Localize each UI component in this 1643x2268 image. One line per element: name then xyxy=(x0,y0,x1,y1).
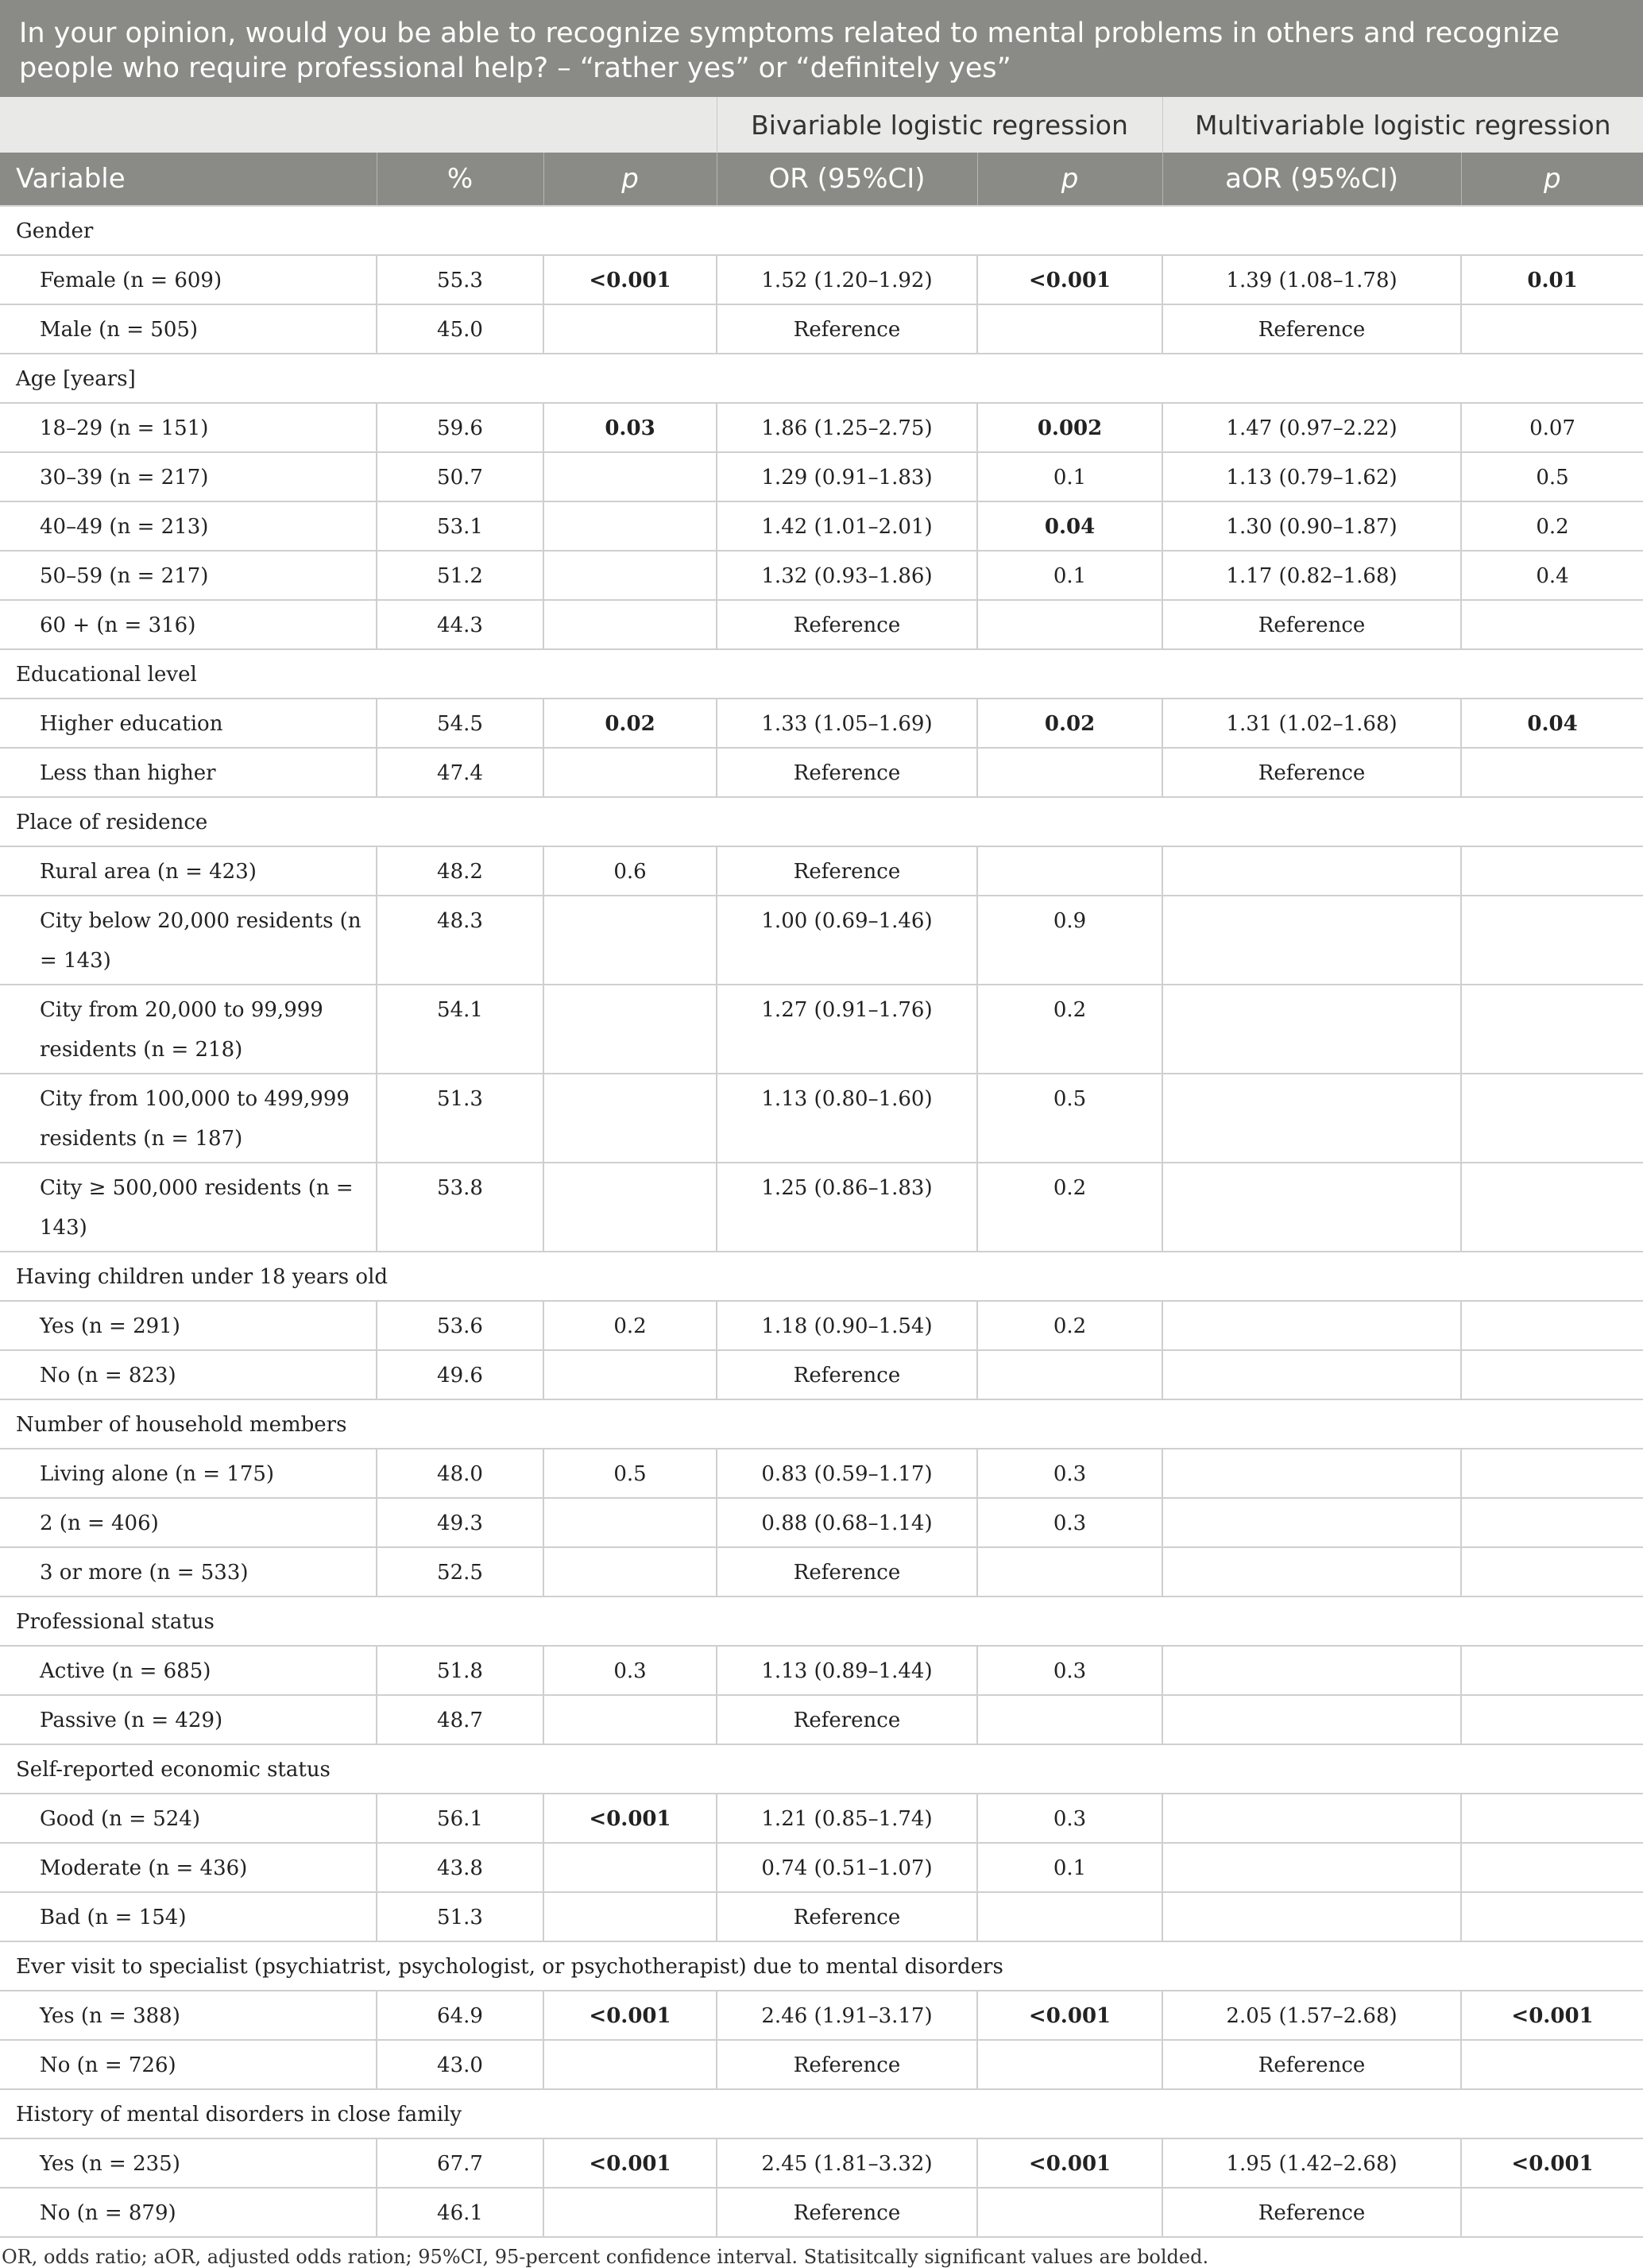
cell-or-p xyxy=(977,255,1162,304)
cell-or-p: 0.1 xyxy=(977,551,1162,600)
cell-aor xyxy=(1162,1498,1461,1547)
cell-or-p: 0.2 xyxy=(977,1163,1162,1252)
cell-or-p xyxy=(977,846,1162,896)
cell-p xyxy=(543,403,717,452)
cell-aor xyxy=(1162,896,1461,985)
table-row xyxy=(0,600,1643,649)
cell-aor-p xyxy=(1461,1892,1643,1941)
group-header-blank xyxy=(0,97,717,153)
section-label: Having children under 18 years old xyxy=(0,1252,1643,1301)
cell-percent: 48.0 xyxy=(377,1449,543,1498)
cell-p-value: 0.03 xyxy=(605,416,655,440)
cell-or-p: 0.2 xyxy=(977,985,1162,1074)
cell-aor xyxy=(1162,846,1461,896)
cell-or: 2.46 (1.91–3.17) xyxy=(717,1991,977,2040)
cell-aor: 1.17 (0.82–1.68) xyxy=(1162,551,1461,600)
cell-or-p xyxy=(977,1892,1162,1941)
cell-or: Reference xyxy=(717,1892,977,1941)
table-row xyxy=(0,403,1643,452)
table-row xyxy=(0,985,1643,1074)
cell-aor-p-value: <0.001 xyxy=(1511,2004,1594,2028)
cell-or-p xyxy=(977,699,1162,748)
cell-or-p xyxy=(977,1695,1162,1744)
cell-or: Reference xyxy=(717,1695,977,1744)
cell-or: 1.13 (0.80–1.60) xyxy=(717,1074,977,1163)
cell-aor-p: 0.07 xyxy=(1461,403,1643,452)
cell-variable: Good (n = 524) xyxy=(0,1794,377,1843)
cell-or-p: 0.5 xyxy=(977,1074,1162,1163)
section-label: Educational level xyxy=(0,649,1643,699)
cell-or: Reference xyxy=(717,2188,977,2237)
table-row xyxy=(0,1301,1643,1350)
cell-aor xyxy=(1162,1695,1461,1744)
table-row xyxy=(0,501,1643,551)
cell-percent: 46.1 xyxy=(377,2188,543,2237)
cell-aor-p-value: 0.04 xyxy=(1527,712,1578,736)
cell-p xyxy=(543,2188,717,2237)
cell-percent: 53.1 xyxy=(377,501,543,551)
table-row xyxy=(0,748,1643,797)
cell-or-p: 0.2 xyxy=(977,1301,1162,1350)
cell-aor-p xyxy=(1461,1843,1643,1892)
cell-or-p xyxy=(977,600,1162,649)
cell-p xyxy=(543,255,717,304)
cell-percent: 51.3 xyxy=(377,1074,543,1163)
cell-aor: 1.47 (0.97–2.22) xyxy=(1162,403,1461,452)
cell-aor-p xyxy=(1461,748,1643,797)
cell-aor: Reference xyxy=(1162,2188,1461,2237)
cell-aor xyxy=(1162,1301,1461,1350)
table-row xyxy=(0,846,1643,896)
cell-aor: 1.13 (0.79–1.62) xyxy=(1162,452,1461,501)
cell-or-p xyxy=(977,2188,1162,2237)
cell-or: Reference xyxy=(717,748,977,797)
table-row xyxy=(0,1547,1643,1597)
cell-aor: Reference xyxy=(1162,748,1461,797)
cell-or-p-value: 0.04 xyxy=(1044,515,1096,539)
cell-or-p-value: <0.001 xyxy=(1028,269,1111,292)
table-row xyxy=(0,2188,1643,2237)
cell-p: 0.6 xyxy=(543,846,717,896)
section-label: Place of residence xyxy=(0,797,1643,846)
cell-variable: Bad (n = 154) xyxy=(0,1892,377,1941)
cell-p xyxy=(543,1350,717,1399)
column-header-or-p: p xyxy=(977,153,1162,206)
section-row xyxy=(0,2089,1643,2138)
group-header-multivariable: Multivariable logistic regression xyxy=(1162,97,1643,153)
cell-aor xyxy=(1162,1547,1461,1597)
cell-p xyxy=(543,1163,717,1252)
cell-variable: 40–49 (n = 213) xyxy=(0,501,377,551)
section-row xyxy=(0,1252,1643,1301)
cell-or: Reference xyxy=(717,1547,977,1597)
cell-or-p: 0.3 xyxy=(977,1646,1162,1695)
cell-aor-p xyxy=(1461,1498,1643,1547)
cell-variable: Rural area (n = 423) xyxy=(0,846,377,896)
cell-aor-p xyxy=(1461,846,1643,896)
cell-p-value: <0.001 xyxy=(589,2004,671,2028)
cell-aor: Reference xyxy=(1162,600,1461,649)
cell-p xyxy=(543,600,717,649)
cell-percent: 51.3 xyxy=(377,1892,543,1941)
cell-aor-p xyxy=(1461,600,1643,649)
cell-p xyxy=(543,304,717,354)
cell-variable: City ≥ 500,000 residents (n = 143) xyxy=(0,1163,377,1252)
cell-variable: Yes (n = 291) xyxy=(0,1301,377,1350)
cell-or: 1.86 (1.25–2.75) xyxy=(717,403,977,452)
section-label: History of mental disorders in close family xyxy=(0,2089,1643,2138)
cell-p-value: <0.001 xyxy=(589,1807,671,1831)
section-row xyxy=(0,1597,1643,1646)
cell-aor-p xyxy=(1461,2188,1643,2237)
cell-or-p-value: <0.001 xyxy=(1028,2152,1111,2176)
cell-percent: 55.3 xyxy=(377,255,543,304)
cell-aor: Reference xyxy=(1162,304,1461,354)
cell-aor-p xyxy=(1461,1695,1643,1744)
cell-p xyxy=(543,1843,717,1892)
cell-variable: No (n = 823) xyxy=(0,1350,377,1399)
cell-variable: City from 100,000 to 499,999 residents (n = 187) xyxy=(0,1074,377,1163)
cell-percent: 53.6 xyxy=(377,1301,543,1350)
section-label: Number of household members xyxy=(0,1399,1643,1449)
cell-aor: 2.05 (1.57–2.68) xyxy=(1162,1991,1461,2040)
cell-aor-p xyxy=(1461,1350,1643,1399)
cell-aor: 1.30 (0.90–1.87) xyxy=(1162,501,1461,551)
cell-percent: 53.8 xyxy=(377,1163,543,1252)
cell-percent: 56.1 xyxy=(377,1794,543,1843)
cell-aor-p xyxy=(1461,1301,1643,1350)
cell-p xyxy=(543,699,717,748)
cell-variable: 3 or more (n = 533) xyxy=(0,1547,377,1597)
cell-or-p xyxy=(977,304,1162,354)
cell-aor-p: 0.4 xyxy=(1461,551,1643,600)
cell-aor-p: 0.2 xyxy=(1461,501,1643,551)
section-label: Ever visit to specialist (psychiatrist, psychologist, or psychotherapist) due to mental disorders xyxy=(0,1941,1643,1991)
table-footnote: OR, odds ratio; aOR, adjusted odds ration; 95%CI, 95-percent confidence interval. Statisitcally significant values are bolded. xyxy=(2,2246,1209,2268)
cell-aor-p xyxy=(1461,699,1643,748)
cell-percent: 54.5 xyxy=(377,699,543,748)
group-header-bivariable: Bivariable logistic regression xyxy=(717,97,1162,153)
results-table xyxy=(0,97,1643,2238)
cell-aor-p xyxy=(1461,985,1643,1074)
cell-percent: 52.5 xyxy=(377,1547,543,1597)
table-row xyxy=(0,1074,1643,1163)
section-row xyxy=(0,797,1643,846)
column-header-aor-p: p xyxy=(1461,153,1643,206)
cell-percent: 45.0 xyxy=(377,304,543,354)
section-label: Professional status xyxy=(0,1597,1643,1646)
section-row xyxy=(0,649,1643,699)
cell-p xyxy=(543,452,717,501)
cell-aor xyxy=(1162,1843,1461,1892)
cell-variable: City below 20,000 residents (n = 143) xyxy=(0,896,377,985)
cell-or: 1.18 (0.90–1.54) xyxy=(717,1301,977,1350)
cell-or: 1.27 (0.91–1.76) xyxy=(717,985,977,1074)
cell-p xyxy=(543,1892,717,1941)
cell-aor-p xyxy=(1461,1646,1643,1695)
table-row xyxy=(0,699,1643,748)
cell-percent: 43.8 xyxy=(377,1843,543,1892)
cell-variable: Yes (n = 235) xyxy=(0,2138,377,2188)
cell-variable: Male (n = 505) xyxy=(0,304,377,354)
table-title: In your opinion, would you be able to recognize symptoms related to mental problems in others and recognize people who require professional help? – “rather yes” or “definitely yes” xyxy=(0,0,1643,97)
cell-or: 1.52 (1.20–1.92) xyxy=(717,255,977,304)
table-row xyxy=(0,1449,1643,1498)
table-row xyxy=(0,452,1643,501)
cell-or-p-value: 0.002 xyxy=(1037,416,1103,440)
cell-percent: 48.2 xyxy=(377,846,543,896)
cell-aor: 1.95 (1.42–2.68) xyxy=(1162,2138,1461,2188)
table-body xyxy=(0,206,1643,2237)
table-row xyxy=(0,1646,1643,1695)
cell-variable: 30–39 (n = 217) xyxy=(0,452,377,501)
cell-variable: Higher education xyxy=(0,699,377,748)
table-row xyxy=(0,1163,1643,1252)
cell-aor xyxy=(1162,1163,1461,1252)
cell-aor: Reference xyxy=(1162,2040,1461,2089)
table-row xyxy=(0,1991,1643,2040)
cell-or-p xyxy=(977,1547,1162,1597)
cell-p: 0.3 xyxy=(543,1646,717,1695)
cell-p xyxy=(543,551,717,600)
cell-p xyxy=(543,1547,717,1597)
cell-or-p xyxy=(977,2040,1162,2089)
cell-p: 0.2 xyxy=(543,1301,717,1350)
cell-or: Reference xyxy=(717,1350,977,1399)
table-row xyxy=(0,896,1643,985)
cell-variable: Less than higher xyxy=(0,748,377,797)
cell-p-value: <0.001 xyxy=(589,2152,671,2176)
cell-or: 1.33 (1.05–1.69) xyxy=(717,699,977,748)
cell-or: 1.25 (0.86–1.83) xyxy=(717,1163,977,1252)
column-header-aor: aOR (95%CI) xyxy=(1162,153,1461,206)
cell-percent: 51.2 xyxy=(377,551,543,600)
cell-p xyxy=(543,1794,717,1843)
cell-p xyxy=(543,896,717,985)
table-row xyxy=(0,551,1643,600)
group-header-row xyxy=(0,97,1643,153)
cell-or: 0.88 (0.68–1.14) xyxy=(717,1498,977,1547)
cell-variable: 18–29 (n = 151) xyxy=(0,403,377,452)
cell-percent: 51.8 xyxy=(377,1646,543,1695)
cell-percent: 47.4 xyxy=(377,748,543,797)
cell-p xyxy=(543,748,717,797)
column-header-or: OR (95%CI) xyxy=(717,153,977,206)
table-row xyxy=(0,1350,1643,1399)
cell-or: 0.74 (0.51–1.07) xyxy=(717,1843,977,1892)
table-row xyxy=(0,1794,1643,1843)
cell-percent: 49.6 xyxy=(377,1350,543,1399)
cell-variable: Female (n = 609) xyxy=(0,255,377,304)
cell-variable: Yes (n = 388) xyxy=(0,1991,377,2040)
cell-aor-p-value: <0.001 xyxy=(1511,2152,1594,2176)
cell-or-p xyxy=(977,748,1162,797)
cell-aor-p xyxy=(1461,255,1643,304)
cell-variable: No (n = 879) xyxy=(0,2188,377,2237)
cell-or: 1.21 (0.85–1.74) xyxy=(717,1794,977,1843)
table-row xyxy=(0,2040,1643,2089)
cell-or: 1.00 (0.69–1.46) xyxy=(717,896,977,985)
cell-p xyxy=(543,1991,717,2040)
cell-or-p xyxy=(977,1991,1162,2040)
cell-variable: City from 20,000 to 99,999 residents (n = 218) xyxy=(0,985,377,1074)
table-row xyxy=(0,255,1643,304)
cell-aor xyxy=(1162,1892,1461,1941)
cell-aor xyxy=(1162,1449,1461,1498)
cell-aor: 1.31 (1.02–1.68) xyxy=(1162,699,1461,748)
table-row xyxy=(0,2138,1643,2188)
table-row xyxy=(0,1843,1643,1892)
column-header-row xyxy=(0,153,1643,206)
section-row xyxy=(0,354,1643,403)
cell-p-value: <0.001 xyxy=(589,269,671,292)
cell-percent: 67.7 xyxy=(377,2138,543,2188)
cell-p xyxy=(543,501,717,551)
cell-percent: 59.6 xyxy=(377,403,543,452)
cell-or-p xyxy=(977,403,1162,452)
cell-variable: Passive (n = 429) xyxy=(0,1695,377,1744)
cell-or-p-value: <0.001 xyxy=(1028,2004,1111,2028)
cell-or-p xyxy=(977,501,1162,551)
cell-or: 0.83 (0.59–1.17) xyxy=(717,1449,977,1498)
cell-aor-p xyxy=(1461,1547,1643,1597)
cell-p xyxy=(543,985,717,1074)
table-row xyxy=(0,1695,1643,1744)
table-row xyxy=(0,1892,1643,1941)
section-label: Self-reported economic status xyxy=(0,1744,1643,1794)
cell-percent: 48.3 xyxy=(377,896,543,985)
column-header-p: p xyxy=(543,153,717,206)
cell-or-p: 0.3 xyxy=(977,1794,1162,1843)
cell-or: Reference xyxy=(717,846,977,896)
section-row xyxy=(0,1399,1643,1449)
cell-aor-p xyxy=(1461,1074,1643,1163)
cell-aor-p xyxy=(1461,2138,1643,2188)
cell-p xyxy=(543,1695,717,1744)
cell-or-p-value: 0.02 xyxy=(1044,712,1096,736)
cell-percent: 50.7 xyxy=(377,452,543,501)
cell-or: Reference xyxy=(717,2040,977,2089)
cell-or-p: 0.9 xyxy=(977,896,1162,985)
cell-or: 2.45 (1.81–3.32) xyxy=(717,2138,977,2188)
cell-percent: 54.1 xyxy=(377,985,543,1074)
cell-aor xyxy=(1162,1074,1461,1163)
cell-or: Reference xyxy=(717,600,977,649)
cell-aor-p xyxy=(1461,1449,1643,1498)
table-row xyxy=(0,1498,1643,1547)
cell-aor-p xyxy=(1461,896,1643,985)
cell-or-p: 0.3 xyxy=(977,1449,1162,1498)
cell-aor xyxy=(1162,1350,1461,1399)
cell-percent: 64.9 xyxy=(377,1991,543,2040)
cell-aor xyxy=(1162,1794,1461,1843)
cell-aor-p xyxy=(1461,1794,1643,1843)
cell-variable: 2 (n = 406) xyxy=(0,1498,377,1547)
section-row xyxy=(0,1941,1643,1991)
cell-variable: 60 + (n = 316) xyxy=(0,600,377,649)
cell-p: 0.5 xyxy=(543,1449,717,1498)
cell-aor: 1.39 (1.08–1.78) xyxy=(1162,255,1461,304)
column-header-percent: % xyxy=(377,153,543,206)
cell-variable: No (n = 726) xyxy=(0,2040,377,2089)
cell-or-p xyxy=(977,1350,1162,1399)
cell-aor-p-value: 0.01 xyxy=(1527,269,1578,292)
cell-or: 1.13 (0.89–1.44) xyxy=(717,1646,977,1695)
cell-aor-p xyxy=(1461,304,1643,354)
cell-p xyxy=(543,1074,717,1163)
cell-or: 1.32 (0.93–1.86) xyxy=(717,551,977,600)
table-row xyxy=(0,304,1643,354)
cell-p-value: 0.02 xyxy=(605,712,655,736)
cell-percent: 43.0 xyxy=(377,2040,543,2089)
cell-aor-p: 0.5 xyxy=(1461,452,1643,501)
cell-or-p xyxy=(977,2138,1162,2188)
column-header-variable: Variable xyxy=(0,153,377,206)
cell-p xyxy=(543,1498,717,1547)
cell-or-p: 0.1 xyxy=(977,452,1162,501)
cell-aor xyxy=(1162,985,1461,1074)
cell-variable: Moderate (n = 436) xyxy=(0,1843,377,1892)
cell-or: 1.42 (1.01–2.01) xyxy=(717,501,977,551)
cell-p xyxy=(543,2040,717,2089)
cell-aor-p xyxy=(1461,1991,1643,2040)
cell-percent: 48.7 xyxy=(377,1695,543,1744)
cell-percent: 49.3 xyxy=(377,1498,543,1547)
cell-or: Reference xyxy=(717,304,977,354)
cell-aor-p xyxy=(1461,2040,1643,2089)
cell-variable: Active (n = 685) xyxy=(0,1646,377,1695)
section-label: Gender xyxy=(0,206,1643,255)
cell-or-p: 0.1 xyxy=(977,1843,1162,1892)
cell-p xyxy=(543,2138,717,2188)
cell-aor xyxy=(1162,1646,1461,1695)
cell-aor-p xyxy=(1461,1163,1643,1252)
cell-variable: 50–59 (n = 217) xyxy=(0,551,377,600)
section-label: Age [years] xyxy=(0,354,1643,403)
cell-variable: Living alone (n = 175) xyxy=(0,1449,377,1498)
cell-or-p: 0.3 xyxy=(977,1498,1162,1547)
section-row xyxy=(0,1744,1643,1794)
cell-or: 1.29 (0.91–1.83) xyxy=(717,452,977,501)
cell-percent: 44.3 xyxy=(377,600,543,649)
section-row xyxy=(0,206,1643,255)
